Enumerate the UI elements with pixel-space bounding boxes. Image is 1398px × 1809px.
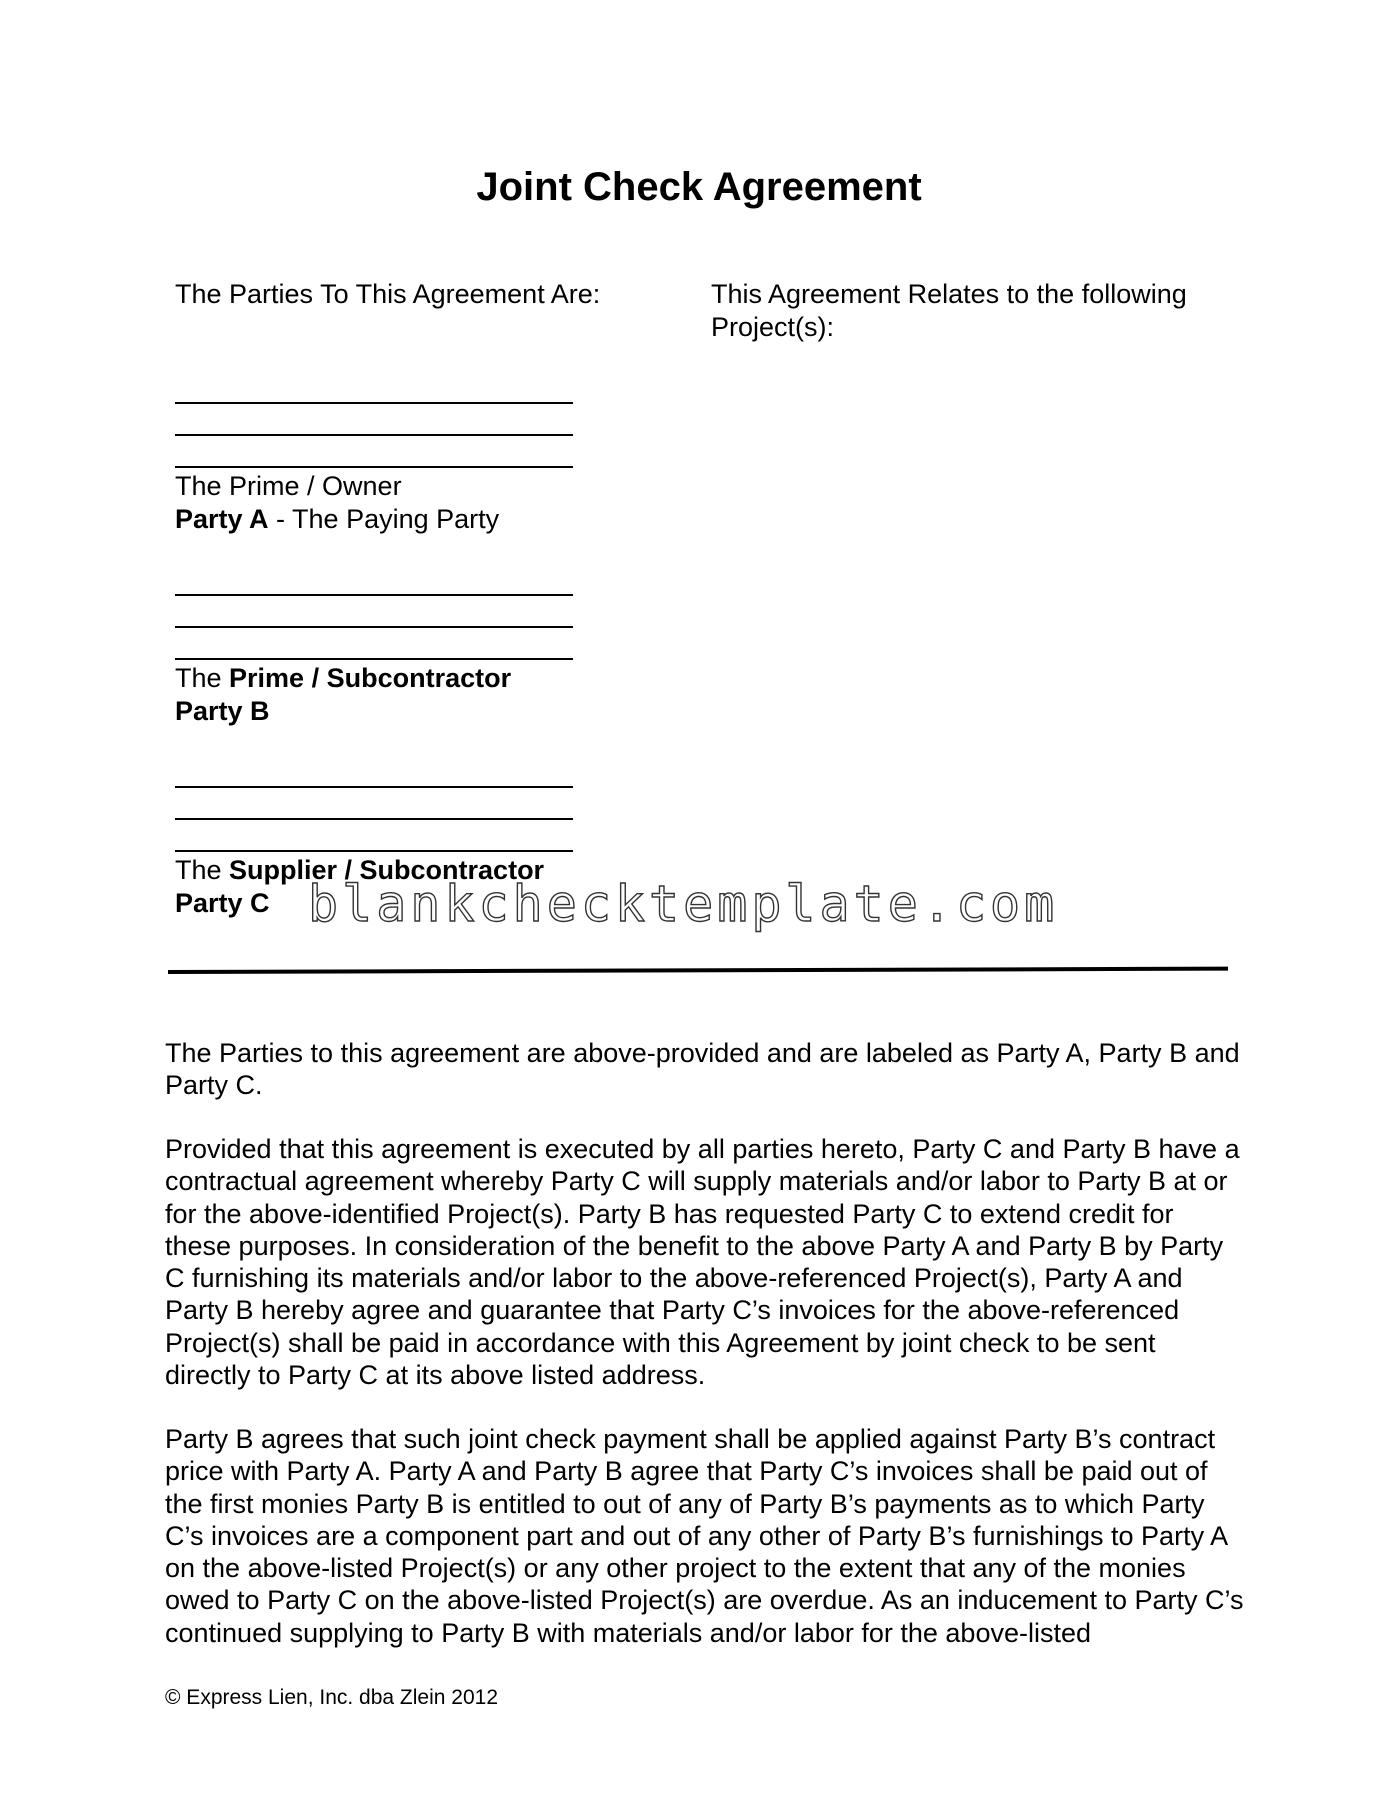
- party-b-blank-line-3[interactable]: [175, 658, 573, 660]
- party-b-role: The Prime / Subcontractor: [175, 663, 512, 693]
- party-c-blank-line-3[interactable]: [175, 850, 573, 852]
- party-c-blank-line-1[interactable]: [175, 786, 573, 788]
- party-a-role: The Prime / Owner: [175, 471, 402, 501]
- project-heading-line1: This Agreement Relates to the following: [711, 279, 1187, 309]
- party-a-blank-line-1[interactable]: [175, 402, 573, 404]
- document-title: Joint Check Agreement: [476, 165, 922, 209]
- party-b-blank-line-1[interactable]: [175, 594, 573, 596]
- project-heading: [711, 278, 1187, 344]
- parties-heading: The Parties To This Agreement Are:: [175, 279, 601, 309]
- body-paragraph-1: The Parties to this agreement are above-provided and are labeled as Party A, Party B and Party C.: [165, 1038, 1240, 1101]
- party-c-blank-line-2[interactable]: [175, 818, 573, 820]
- party-b-designation: Party B: [175, 696, 270, 726]
- section-divider: [168, 967, 1228, 974]
- footer-copyright: © Express Lien, Inc. dba Zlein 2012: [165, 1686, 498, 1709]
- party-b-label: [175, 662, 511, 728]
- party-a-designation: Party A - The Paying Party: [175, 504, 500, 534]
- party-b-blank-line-2[interactable]: [175, 626, 573, 628]
- body-paragraph-2: Provided that this agreement is executed by all parties hereto, Party C and Party B have a contractual agreement whereby Party C will supply materials and/or labor to Party B at or for the above-identified Project(s). Party B has requested Party C to extend credit for these purposes. In consideration of the benefit to the above Party A and Party B by Party C furnishing its materials and/or labor to the above-referenced Project(s), Party A and Party B hereby agree and guarantee that Party C’s invoices for the above-referenced Project(s) shall be paid in accordance with this Agreement by joint check to be sent directly to Party C at its above listed address.: [165, 1134, 1240, 1391]
- party-a-blank-line-3[interactable]: [175, 466, 573, 468]
- party-a-label: [175, 470, 499, 536]
- body-paragraph-3: Party B agrees that such joint check payment shall be applied against Party B’s contract price with Party A. Party A and Party B agree that Party C’s invoices shall be paid out of the first monies Party B is entitled to out of any of Party B’s payments as to which Party C’s invoices are a component part and out of any other of Party B’s furnishings to Party A on the above-listed Project(s) or any other project to the extent that any of the monies owed to Party C on the above-listed Project(s) are overdue. As an inducement to Party C’s continued supplying to Party B with materials and/or labor for the above-listed: [165, 1424, 1244, 1648]
- project-heading-line2: Project(s):: [711, 312, 835, 342]
- party-c-designation: Party C: [175, 888, 270, 918]
- party-c-role: The Supplier / Subcontractor: [175, 855, 545, 885]
- party-a-blank-line-2[interactable]: [175, 434, 573, 436]
- watermark-text: blankchecktemplate.com: [308, 875, 1059, 933]
